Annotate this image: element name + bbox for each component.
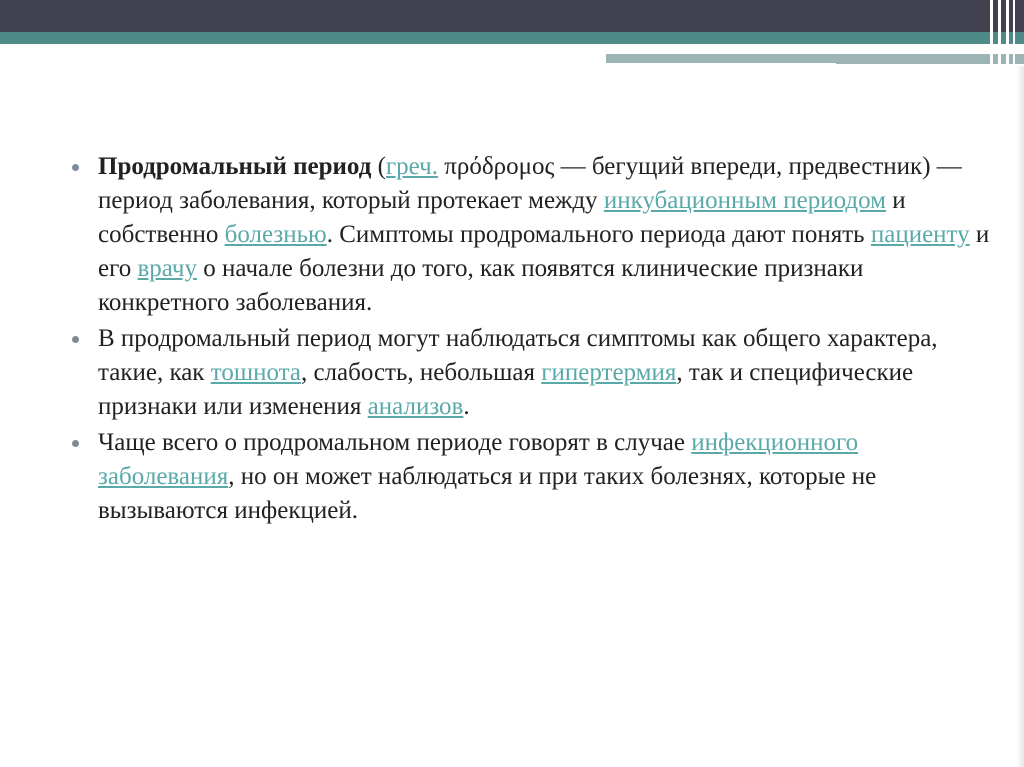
text-run: , слабость, небольшая xyxy=(300,359,542,386)
inline-link[interactable]: греч. xyxy=(385,153,438,180)
bullet-icon xyxy=(72,440,79,447)
slide-body xyxy=(72,150,992,530)
bullet-icon xyxy=(72,336,79,343)
header-stripe xyxy=(998,0,1001,68)
bullet-icon xyxy=(72,164,79,171)
bold-term: Продромальный период xyxy=(98,153,372,180)
slide-edge-shadow xyxy=(1016,66,1024,767)
bullet-text xyxy=(98,153,989,316)
text-run: В продромальный период могут наблюдаться симптомы как общего характера, такие, как xyxy=(98,325,938,386)
header-stripe xyxy=(1006,0,1009,68)
text-run: , но он может наблюдаться и при таких болезнях, которые не вызываются инфекцией. xyxy=(98,463,877,524)
text-run: , так и специфические признаки или изменения xyxy=(98,359,914,420)
inline-link[interactable]: тошнота xyxy=(210,359,301,386)
inline-link[interactable]: болезнью xyxy=(224,221,327,248)
header-accent-line-lower xyxy=(606,63,836,66)
bullet-text xyxy=(98,429,876,524)
inline-link[interactable]: анализов xyxy=(367,393,464,420)
text-run: и его xyxy=(98,221,990,282)
text-run: . Симптомы продромального периода дают понять xyxy=(326,221,871,248)
bullet-item xyxy=(72,322,992,424)
header-dark-band xyxy=(0,0,1024,32)
bullet-item xyxy=(72,426,992,528)
header-stripe xyxy=(990,0,993,68)
inline-link[interactable]: пациенту xyxy=(870,221,970,248)
bullet-item xyxy=(72,150,992,320)
inline-link[interactable]: инкубационным периодом xyxy=(603,187,886,214)
text-run: Чаще всего о продромальном периоде говорят в случае xyxy=(98,429,692,456)
bullet-list xyxy=(72,150,992,528)
header-stripe xyxy=(1013,0,1015,68)
inline-link[interactable]: врачу xyxy=(137,255,197,282)
text-run: и собственно xyxy=(98,187,906,248)
inline-link[interactable]: инфекционного заболевания xyxy=(98,429,859,490)
text-run: ( xyxy=(371,153,386,180)
text-run: о начале болезни до того, как появятся клинические признаки конкретного заболевания. xyxy=(98,255,864,316)
text-run: . xyxy=(463,393,470,420)
text-run: πρόδρομος — бегущий впереди, предвестник) — период заболевания, который протекает между xyxy=(98,153,962,214)
header-teal-band xyxy=(0,32,1024,44)
inline-link[interactable]: гипертермия xyxy=(541,359,677,386)
bullet-text xyxy=(98,325,938,420)
